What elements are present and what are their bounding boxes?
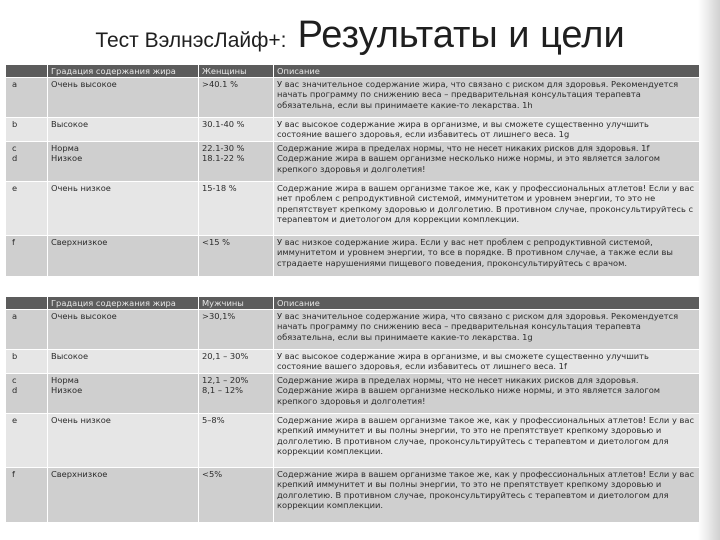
- row-grade: [48, 374, 199, 414]
- row-description: Содержание жира в вашем организме такое же, как у профессиональных атлетов! Если у вас крепкий иммунитет и вы полны энергии, то это не препятствует крепкому здоровью и долголетию. В противном случае, проконсультируйтесь с терапевтом и диетологом для коррекции комплекции.: [274, 468, 699, 522]
- row-grade-normal: Норма: [51, 375, 79, 385]
- row-description: Содержание жира в пределах нормы, что не несет никаких рисков для здоровья. 1f Содержание жира в вашем организме несколько ниже нормы, и это является залогом крепкого здоровья и долголетия!: [274, 142, 699, 182]
- row-value-normal: 12,1 – 20%: [202, 375, 249, 385]
- table-row: [6, 78, 699, 118]
- row-description: У вас высокое содержание жира в организме, и вы сможете существенно улучшить состояние вашего здоровья, если избавитесь от лишнего веса. 1f: [274, 350, 699, 374]
- row-grade: Очень низкое: [48, 414, 199, 468]
- row-value: [199, 374, 274, 414]
- slide-edge-shadow: [698, 0, 720, 540]
- row-description: У вас низкое содержание жира. Если у вас нет проблем с репродуктивной системой, иммунитетом и уровнем энергии, то все в порядке. В противном случае, а также если вы страдаете нарушениями пищевого поведения, проконсультируйтесь с врачом.: [274, 236, 699, 276]
- row-grade-low: Низкое: [51, 385, 83, 396]
- row-value: 15-18 %: [199, 182, 274, 236]
- table-row: [6, 350, 699, 374]
- row-description: У вас высокое содержание жира в организме, и вы сможете существенно улучшить состояние вашего здоровья, если избавитесь от лишнего веса. 1g: [274, 118, 699, 142]
- row-grade: Сверхнизкое: [48, 236, 199, 276]
- row-grade-low: Низкое: [51, 153, 83, 164]
- row-grade: [48, 142, 199, 182]
- header-letter-cell: [6, 297, 48, 310]
- row-value-normal: 22.1-30 %: [202, 143, 245, 153]
- row-letter: b: [6, 118, 48, 142]
- row-grade-normal: Норма: [51, 143, 79, 153]
- table-row: [6, 310, 699, 350]
- table-header-row: [6, 65, 699, 78]
- row-description: У вас значительное содержание жира, что связано с риском для здоровья. Рекомендуется начать программу по снижению веса – предварительная консультация терапевта обязательна, если вы принимаете какие-то лекарства. 1g: [274, 310, 699, 350]
- row-value-low: 8,1 – 12%: [202, 385, 244, 396]
- row-letter: e: [6, 182, 48, 236]
- table-row: [6, 142, 699, 182]
- row-value: <5%: [199, 468, 274, 522]
- row-value: >30,1%: [199, 310, 274, 350]
- row-grade: Сверхнизкое: [48, 468, 199, 522]
- header-grade: Градация содержания жира: [48, 65, 199, 78]
- table-row: [6, 468, 699, 522]
- row-letter: b: [6, 350, 48, 374]
- table-row: [6, 236, 699, 276]
- row-letter: a: [6, 78, 48, 118]
- row-letter: f: [6, 236, 48, 276]
- title-main: Результаты и цели: [297, 14, 625, 56]
- row-value: [199, 142, 274, 182]
- slide-title: [0, 14, 720, 57]
- table-row: [6, 118, 699, 142]
- table-row: [6, 374, 699, 414]
- row-letter: e: [6, 414, 48, 468]
- table-row: [6, 182, 699, 236]
- row-letter: a: [6, 310, 48, 350]
- row-value: 20,1 – 30%: [199, 350, 274, 374]
- header-letter-cell: [6, 65, 48, 78]
- header-grade: Градация содержания жира: [48, 297, 199, 310]
- row-description: Содержание жира в пределах нормы, что не несет никаких рисков для здоровья. Содержание жира в вашем организме несколько ниже нормы, и это является залогом крепкого здоровья и долголетия!: [274, 374, 699, 414]
- row-letter-d: d: [12, 153, 18, 164]
- header-group: Мужчины: [199, 297, 274, 310]
- header-description: Описание: [274, 65, 699, 78]
- men-results-table: [5, 296, 699, 522]
- row-description: Содержание жира в вашем организме такое же, как у профессиональных атлетов! Если у вас нет проблем с репродуктивной системой, иммунитетом и уровнем энергии, то это не препятствует крепкому здоровью и долголетию. В противном случае, проконсультируйтесь с терапевтом и диетологом для коррекции комплекции.: [274, 182, 699, 236]
- row-letter: [6, 374, 48, 414]
- row-description: Содержание жира в вашем организме такое же, как у профессиональных атлетов! Если у вас крепкий иммунитет и вы полны энергии, то это не препятствует крепкому здоровью и долголетию. В противном случае, проконсультируйтесь с терапевтом и диетологом для коррекции комплекции.: [274, 414, 699, 468]
- row-letter-c: c: [12, 375, 17, 385]
- title-prefix: Тест ВэлнэсЛайф+:: [95, 29, 287, 52]
- row-grade: Очень низкое: [48, 182, 199, 236]
- row-letter-d: d: [12, 385, 18, 396]
- table-row: [6, 414, 699, 468]
- row-grade: Очень высокое: [48, 78, 199, 118]
- row-letter: f: [6, 468, 48, 522]
- women-results-table: [5, 64, 699, 276]
- row-description: У вас значительное содержание жира, что связано с риском для здоровья. Рекомендуется начать программу по снижению веса – предварительная консультация терапевта обязательна, если вы принимаете какие-то лекарства. 1h: [274, 78, 699, 118]
- table-header-row: [6, 297, 699, 310]
- row-value: 5–8%: [199, 414, 274, 468]
- row-value: 30.1-40 %: [199, 118, 274, 142]
- row-letter-c: c: [12, 143, 17, 153]
- row-grade: Высокое: [48, 350, 199, 374]
- header-description: Описание: [274, 297, 699, 310]
- row-value: <15 %: [199, 236, 274, 276]
- row-grade: Высокое: [48, 118, 199, 142]
- header-group: Женщины: [199, 65, 274, 78]
- row-grade: Очень высокое: [48, 310, 199, 350]
- row-value: >40.1 %: [199, 78, 274, 118]
- row-value-low: 18.1-22 %: [202, 153, 245, 164]
- row-letter: [6, 142, 48, 182]
